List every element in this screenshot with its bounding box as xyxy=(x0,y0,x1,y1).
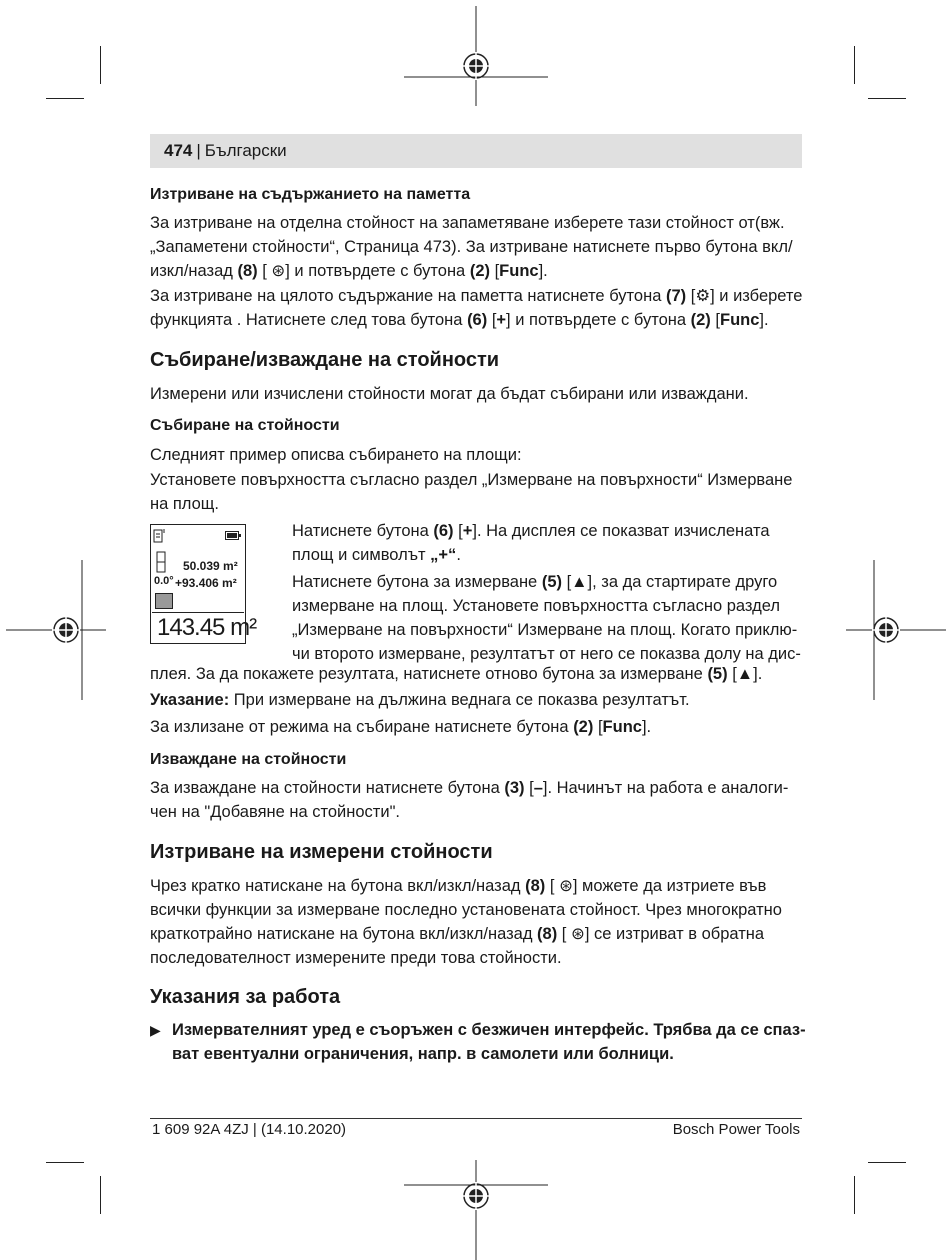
text-line: Чрез кратко натискане на бутона вкл/изкл/назад (8) [ ⊛] можете да изтриете във xyxy=(150,877,767,895)
footer-divider xyxy=(150,1118,802,1119)
device-display xyxy=(150,524,257,644)
text-line: „Измерване на повърхности“ Измерване на площ. Когато приклю- xyxy=(292,621,798,639)
section-title-add-subtract: Събиране/изваждане на стойности xyxy=(150,349,500,371)
text-line: чен на "Добавяне на стойности". xyxy=(150,803,401,821)
display-result: 143.45 m² xyxy=(157,614,257,641)
paragraph-memory-delete-single xyxy=(150,211,802,283)
crop-mark-icon xyxy=(100,1176,101,1214)
paragraph-adding-setup xyxy=(150,468,802,516)
text-line: Натиснете бутона (6) [+]. На дисплея се показват изчислената xyxy=(292,522,770,540)
registration-mark-icon xyxy=(6,560,106,700)
registration-mark-icon xyxy=(846,560,946,700)
paragraph-intro xyxy=(150,382,802,406)
paragraph-memory-delete-all xyxy=(150,284,802,332)
paragraph-step-2 xyxy=(292,570,802,666)
text-line: функцията . Натиснете след това бутона (6) [+] и потвърдете с бутона (2) [Func]. xyxy=(150,311,769,329)
text-line: всички функции за измерване последно установената стойност. Чрез многократно xyxy=(150,901,782,919)
text-line: За изтриване на цялото съдържание на паметта натиснете бутона (7) [⚙] и изберете xyxy=(150,287,803,305)
section-title-work-notes: Указания за работа xyxy=(150,986,341,1008)
display-value-2: +93.406 m² xyxy=(175,576,237,590)
header-separator: | xyxy=(196,141,201,160)
paragraph-note xyxy=(150,688,802,712)
paragraph-step-2-end xyxy=(150,662,802,686)
paragraph-adding-example xyxy=(150,443,802,467)
paragraph-subtract xyxy=(150,776,802,824)
page-number: 474 xyxy=(164,141,193,160)
crop-mark-icon xyxy=(868,98,906,99)
text-line: ват евентуални ограничения, напр. в самолети или болници. xyxy=(172,1045,674,1063)
text-line: чи второто измерване, резултатът от него се показва долу на дис- xyxy=(292,645,801,663)
text-line: на площ. xyxy=(150,495,219,513)
area-mode-icon xyxy=(153,528,167,544)
battery-icon xyxy=(225,531,241,540)
bullet-warning xyxy=(172,1018,806,1066)
crop-mark-icon xyxy=(46,1162,84,1163)
display-divider xyxy=(152,612,244,613)
text-line: Измервателният уред е съоръжен с безжичен интерфейс. Трябва да се спаз- xyxy=(172,1021,806,1039)
text-line: Указание: При измерване на дължина веднага се показва резултатът. xyxy=(150,691,690,709)
header-language: Български xyxy=(204,141,287,160)
section-title-memory-delete: Изтриване на съдържанието на паметта xyxy=(150,186,471,203)
text-line: плея. За да покажете резултата, натиснете отново бутона за измерване (5) [▲]. xyxy=(150,665,763,683)
footer-brand: Bosch Power Tools xyxy=(672,1121,800,1138)
crop-mark-icon xyxy=(46,98,84,99)
paragraph-delete-measured xyxy=(150,874,802,970)
registration-mark-icon xyxy=(404,1160,548,1260)
power-back-icon: ⊛ xyxy=(570,925,585,943)
header-text xyxy=(164,141,287,161)
crop-mark-icon xyxy=(868,1162,906,1163)
display-angle: 0.0° xyxy=(154,575,174,587)
section-title-adding: Събиране на стойности xyxy=(150,417,340,434)
section-title-delete-measured: Изтриване на измерени стойности xyxy=(150,841,493,863)
text-line: измерване на площ. Установете повърхността съгласно раздел xyxy=(292,597,780,615)
power-back-icon: ⊛ xyxy=(559,877,573,895)
text-line: За изваждане на стойности натиснете бутона (3) [–]. Начинът на работа е аналоги- xyxy=(150,779,789,797)
area-mode-icon xyxy=(156,551,166,573)
paragraph-step-1 xyxy=(292,519,802,567)
crop-mark-icon xyxy=(854,1176,855,1214)
registration-mark-icon xyxy=(404,6,548,106)
text-line: „Запаметени стойности“, Страница 473). За изтриване натиснете първо бутона вкл/ xyxy=(150,238,793,256)
bullet-triangle-icon: ▶ xyxy=(150,1022,161,1038)
crop-mark-icon xyxy=(854,46,855,84)
text-line: За излизане от режима на събиране натиснете бутона (2) [Func]. xyxy=(150,718,652,736)
text-line: краткотрайно натискане на бутона вкл/изкл/назад (8) [ ⊛] се изтриват в обратна xyxy=(150,925,765,943)
text-line: Следният пример описва събирането на площи: xyxy=(150,446,522,464)
text-line: площ и символът „+“. xyxy=(292,546,461,564)
text-line: Натиснете бутона за измерване (5) [▲], за да стартирате друго xyxy=(292,573,778,591)
text-line: Установете повърхността съгласно раздел „Измерване на повърхности“ Измерване xyxy=(150,471,793,489)
gear-icon: ⚙ xyxy=(695,287,711,305)
area-icon xyxy=(155,593,173,609)
text-line: последователност измерените преди това стойности. xyxy=(150,949,562,967)
crop-mark-icon xyxy=(100,46,101,84)
display-value-1: 50.039 m² xyxy=(183,559,238,573)
footer-doc-number: 1 609 92A 4ZJ | (14.10.2020) xyxy=(152,1121,347,1138)
text-line: изкл/назад (8) [ ⊛] и потвърдете с бутона (2) [Func]. xyxy=(150,262,548,280)
power-back-icon: ⊛ xyxy=(271,262,286,280)
section-title-subtract: Изваждане на стойности xyxy=(150,751,347,768)
text-line: Измерени или изчислени стойности могат да бъдат събирани или изваждани. xyxy=(150,385,749,403)
paragraph-exit xyxy=(150,715,802,739)
text-line: За изтриване на отделна стойност на запаметяване изберете тази стойност от(вж. xyxy=(150,214,785,232)
